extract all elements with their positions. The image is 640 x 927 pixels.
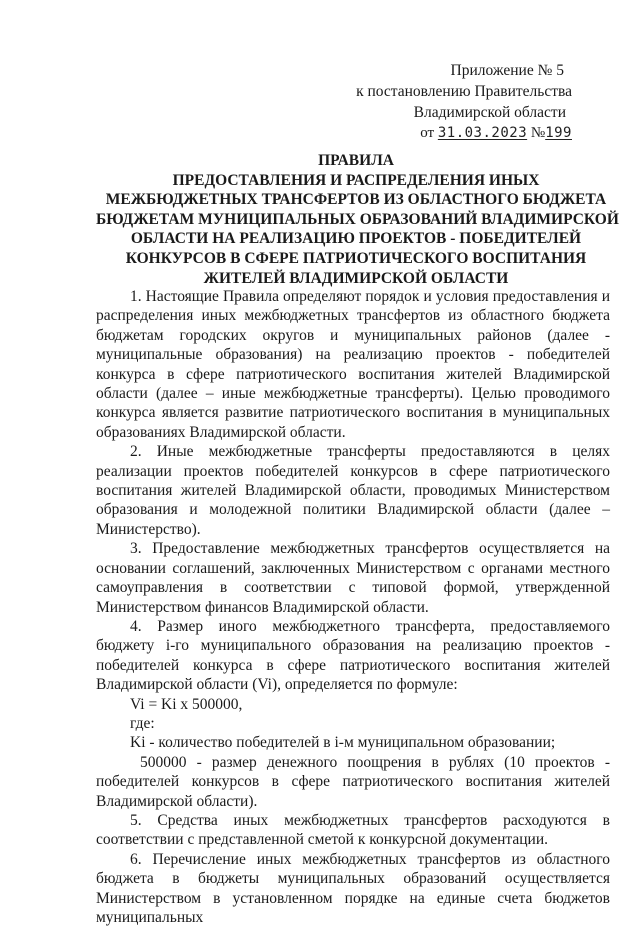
title-line-7: ЖИТЕЛЕЙ ВЛАДИМИРСКОЙ ОБЛАСТИ bbox=[203, 269, 509, 287]
formula-where: где: bbox=[130, 714, 155, 732]
formula-ki-definition: Ki - количество победителей в i-м муниципальном образовании; bbox=[130, 734, 556, 752]
title-line-3: МЕЖБЮДЖЕТНЫХ ТРАНСФЕРТОВ ИЗ ОБЛАСТНОГО БЮДЖЕТА bbox=[105, 191, 607, 209]
date-value: 31.03.2023 bbox=[437, 125, 528, 141]
paragraph-1: 1. Настоящие Правила определяют порядок и условия предоставления и распределения иных межбюджетных трансфертов из областного бюджета бюджетам городских округов и муниципальных районов (далее - муниципальные образования) на реализацию проектов - победителей конкурса в сфере патриотического воспитания жителей Владимирской области (далее – иные межбюджетные трансферты). Целью проводимого конкурса является развитие патриотического воспитания в муниципальных образованиях Владимирской области. bbox=[96, 288, 610, 441]
title-line-5: ОБЛАСТИ НА РЕАЛИЗАЦИЮ ПРОЕКТОВ - ПОБЕДИТЕЛЕЙ bbox=[130, 230, 582, 248]
appendix-region: Владимирской области bbox=[413, 104, 566, 121]
paragraph-5: 5. Средства иных межбюджетных трансфертов расходуются в соответствии с представленной сметой к конкурсной документации. bbox=[96, 811, 610, 849]
title-line-6: КОНКУРСОВ В СФЕРЕ ПАТРИОТИЧЕСКОГО ВОСПИТАНИЯ bbox=[125, 249, 587, 267]
paragraph-3: 3. Предоставление межбюджетных трансфертов осуществляется на основании соглашений, заключенных Министерством с органами местного самоуправления в соответствии с типовой формой, утвержденной Министерством финансов Владимирской области. bbox=[96, 540, 610, 616]
document-title bbox=[96, 151, 619, 288]
paragraph-4: 4. Размер иного межбюджетного трансферта, предоставляемого бюджету i-го муниципального образования на реализацию проектов - победителей конкурса в сфере патриотического воспитания жителей Владимирской области (Vi), определяется по формуле: bbox=[96, 617, 610, 694]
formula-amount-definition: 500000 - размер денежного поощрения в рублях (10 проектов - победителей конкурсов в сфере патриотического воспитания жителей Владимирской области). bbox=[96, 753, 610, 810]
appendix-number: Приложение № 5 bbox=[450, 62, 564, 79]
paragraph-6: 6. Перечисление иных межбюджетных трансфертов из областного бюджета в бюджеты муниципальных образований осуществляется Министерством в установленном порядке на единые счета бюджетов муниципальных bbox=[96, 850, 610, 926]
title-line-4: БЮДЖЕТАМ МУНИЦИПАЛЬНЫХ ОБРАЗОВАНИЙ ВЛАДИМИРСКОЙ bbox=[96, 210, 619, 228]
formula: Vi = Ki x 500000, bbox=[130, 695, 243, 713]
number-prefix: № bbox=[530, 125, 546, 141]
date-prefix: от bbox=[420, 125, 435, 141]
appendix-resolution: к постановлению Правительства bbox=[356, 83, 572, 100]
title-line-2: ПРЕДОСТАВЛЕНИЯ И РАСПРЕДЕЛЕНИЯ ИНЫХ bbox=[172, 171, 540, 189]
number-value: 199 bbox=[545, 125, 572, 141]
title-line-1: ПРАВИЛА bbox=[318, 152, 394, 169]
document-body bbox=[96, 287, 610, 927]
paragraph-2: 2. Иные межбюджетные трансферты предоставляются в целях реализации проектов победителей конкурсов в сфере патриотического воспитания жителей Владимирской области, проводимых Министерством образования и молодежной политики Владимирской области (далее – Министерство). bbox=[96, 443, 610, 538]
appendix-header bbox=[332, 60, 572, 144]
appendix-date-number bbox=[332, 123, 572, 144]
